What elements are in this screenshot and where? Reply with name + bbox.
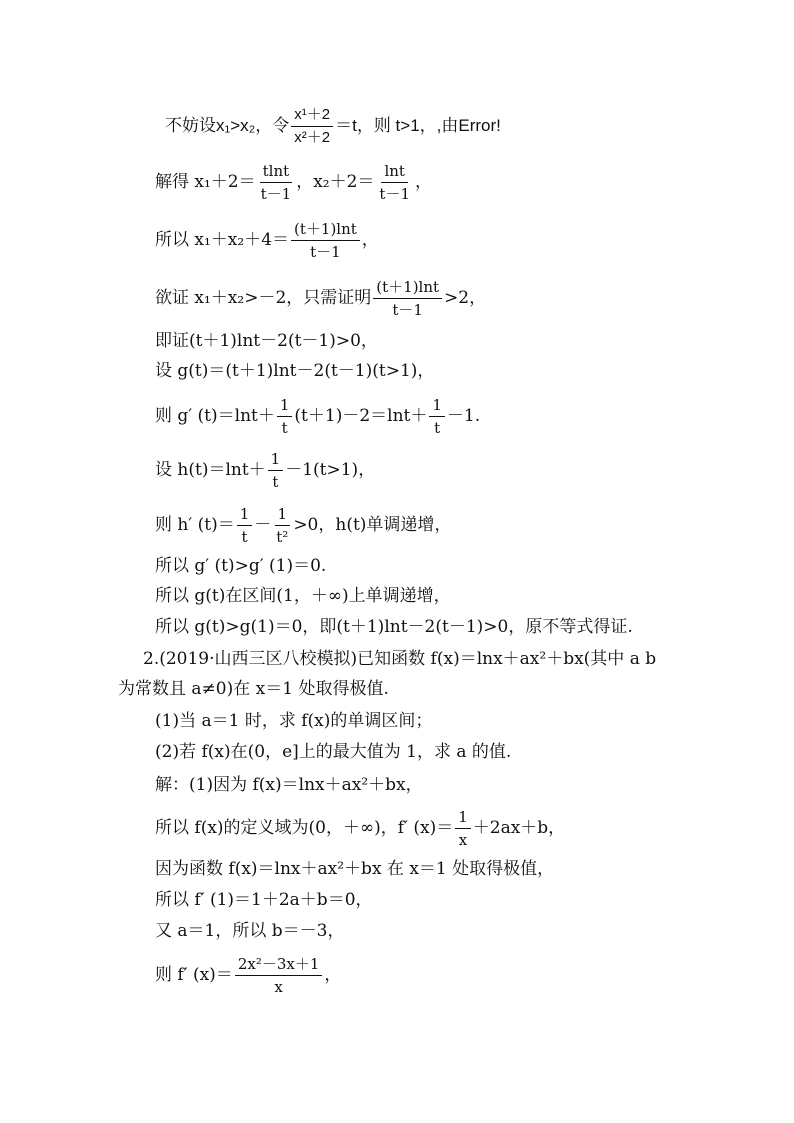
fraction-numerator: tlnt (260, 162, 293, 183)
fraction-denominator: x (458, 831, 468, 849)
line-text: ，x₂＋2＝ (296, 172, 375, 192)
text-line (155, 955, 341, 996)
text-line (155, 396, 480, 437)
fraction-numerator: 2x²－3x＋1 (235, 955, 323, 976)
line-text: 则 f′ (x)＝ (155, 965, 233, 985)
fraction-denominator: t－1 (260, 185, 292, 203)
text-line (165, 106, 501, 147)
fraction-denominator: x²＋2 (294, 129, 331, 146)
text-line (155, 278, 486, 319)
fraction-numerator: 1 (237, 505, 253, 526)
line-text: 不妨设x₁>x₂，令 (165, 115, 290, 135)
text-line: 为常数且 a≠0)在 x＝1 处取得极值. (118, 679, 389, 699)
text-line: 解：(1)因为 f(x)＝lnx＋ax²＋bx， (155, 775, 423, 795)
line-text: 欲证 x₁＋x₂>－2，只需证明 (155, 288, 372, 308)
line-text: 则 h′ (t)＝ (155, 515, 235, 535)
text-line (155, 505, 451, 546)
fraction-denominator: x (274, 978, 283, 996)
line-text: (t＋1)－2＝lnt＋ (294, 406, 428, 426)
line-text: 则 g′ (t)＝lnt＋ (155, 406, 275, 426)
text-line: 又 a＝1，所以 b＝－3， (155, 921, 345, 941)
fraction-denominator: t (434, 419, 441, 437)
line-text: 设 h(t)＝lnt＋ (155, 460, 266, 480)
fraction-numerator: (t＋1)lnt (291, 220, 360, 241)
fraction (235, 955, 323, 996)
fraction (429, 396, 445, 437)
text-line: (2)若 f(x)在(0，e]上的最大值为 1，求 a 的值. (155, 742, 512, 762)
fraction-denominator: t (272, 473, 279, 491)
fraction (455, 808, 471, 849)
fraction-denominator: t (241, 528, 248, 546)
line-text: －1. (446, 406, 481, 426)
text-line (155, 162, 432, 203)
line-text: ， (324, 965, 342, 985)
text-line: 所以 g′ (t)>g′ (1)＝0. (155, 556, 327, 576)
text-line: 设 g(t)＝(t＋1)lnt－2(t－1)(t>1)， (155, 361, 435, 381)
text-line: 所以 g(t)在区间(1，＋∞)上单调递增， (155, 586, 451, 606)
fraction-denominator: t－1 (392, 301, 423, 319)
fraction (376, 162, 413, 203)
text-line (155, 220, 379, 261)
line-text: 所以 x₁＋x₂＋4＝ (155, 230, 290, 250)
fraction (273, 505, 291, 546)
line-text: ， (415, 172, 432, 192)
text-line: 2.(2019·山西三区八校模拟)已知函数 f(x)＝lnx＋ax²＋bx(其中 a b (143, 649, 657, 669)
fraction (277, 396, 293, 437)
fraction (373, 278, 442, 319)
line-text: >0，h(t)单调递增， (293, 515, 452, 535)
text-line: 即证(t＋1)lnt－2(t－1)>0， (155, 331, 378, 351)
line-text: －1(t>1)， (285, 460, 376, 480)
fraction-numerator: 1 (275, 505, 291, 526)
line-text: 解得 x₁＋2＝ (155, 172, 256, 192)
fraction (237, 505, 253, 546)
line-text: ＋2ax＋b， (472, 818, 566, 838)
fraction (258, 162, 295, 203)
text-line: (1)当 a＝1 时，求 f(x)的单调区间； (155, 711, 433, 731)
text-line: 所以 g(t)>g(1)＝0，即(t＋1)lnt－2(t－1)>0，原不等式得证. (155, 617, 633, 637)
fraction-denominator: t (281, 419, 288, 437)
line-text: 所以 f(x)的定义域为(0，＋∞)，f′ (x)＝ (155, 818, 454, 838)
fraction-denominator: t² (276, 528, 289, 546)
line-text: － (254, 515, 272, 535)
fraction-numerator: lnt (381, 162, 408, 183)
text-line (155, 808, 565, 849)
line-text: >2， (444, 288, 487, 308)
line-text: ＝t，则 t>1，,由Error! (335, 115, 501, 135)
fraction (291, 220, 360, 261)
fraction (268, 450, 284, 491)
fraction-numerator: 1 (455, 808, 471, 829)
fraction-denominator: t－1 (310, 243, 341, 261)
fraction-denominator: t－1 (379, 185, 410, 203)
text-line: 所以 f′ (1)＝1＋2a＋b＝0， (155, 890, 373, 910)
fraction-numerator: 1 (268, 450, 284, 471)
fraction-numerator: x¹＋2 (291, 106, 333, 127)
fraction-numerator: 1 (277, 396, 293, 417)
text-line: 因为函数 f(x)＝lnx＋ax²＋bx 在 x＝1 处取得极值， (155, 859, 555, 879)
fraction-numerator: 1 (429, 396, 445, 417)
text-line (155, 450, 375, 491)
fraction-numerator: (t＋1)lnt (373, 278, 442, 299)
fraction (291, 106, 333, 147)
line-text: ， (361, 230, 379, 250)
